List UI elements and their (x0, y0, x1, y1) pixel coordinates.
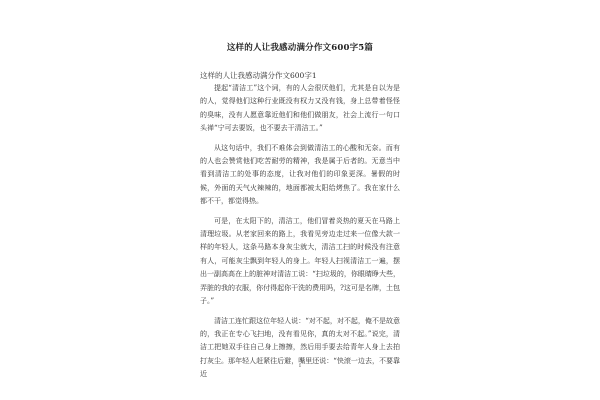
essay-subtitle: 这样的人让我感动满分作文600字1 (200, 71, 317, 80)
document-title: 这样的人让我感动满分作文600字5篇 (226, 43, 374, 53)
page-number: 1 (298, 363, 302, 369)
paragraph: 清洁工连忙跟这位年轻人说：“对不起，对不起，俺不是故意的，我正在专心飞扫地，没有看见你，真的太对不起。”说完，清洁工把她双手往自己身上擦擦，然后用手要去给青年人身上去拍打灰尘。那年轻人赶紧往后避，嘴里还说：“快滚一边去，不要靠近 (200, 316, 400, 379)
essay-body (200, 82, 400, 382)
paragraph: 提起“清洁工”这个词，有的人会很厌他们，尤其是自以为是的人，觉得他们这种行业既没有权力又没有钱，身上总带着怪怪的臭味，没有人愿意靠近他们和他们做朋友，社会上流行一句口头禅“宁可去要饭，也不要去干清洁工。” (200, 84, 400, 133)
paragraph: 从这句话中，我们不难体会到做清洁工的心酸和无奈。而有的人也会赞赏他们吃苦耐劳的精神，我是属于后者的。无意当中看到清洁工的处事的态度，让我对他们的印象更深。暑假的时候，外面的天气火辣辣的，地面都被太阳给烤焦了。我在家什么都不干，都觉得热。 (200, 143, 400, 206)
paragraph: 可是，在太阳下的，清洁工，他们冒着炎热的夏天在马路上清理垃圾。从老家回来的路上，我看见旁边走过来一位像大款一样的年轻人，这条马路本身灰尘就大，清洁工扫的时候没有注意有人，可能灰尘飘到年轻人的身上。年轻人扫视清洁工一遍，摆出一副高高在上的脏神对清洁工说：“扫垃圾的，你眼睛睁大些，弄脏的我的衣服，你付得起你干洗的费用吗，?这可是名牌，土包子。” (200, 216, 400, 306)
